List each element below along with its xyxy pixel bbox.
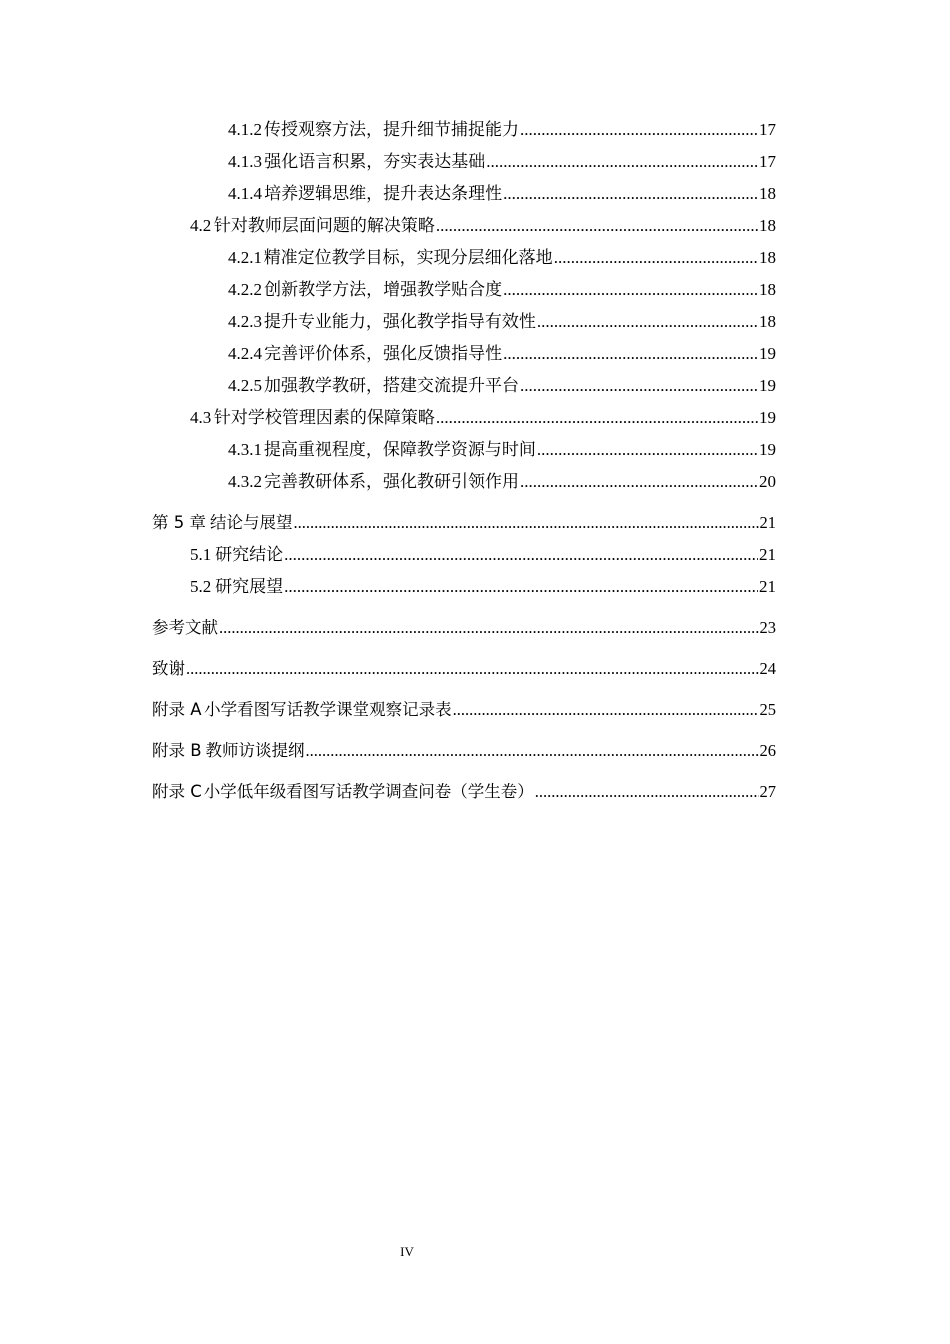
toc-entry-number: 4.1.2	[228, 120, 262, 139]
dot-leader	[520, 114, 758, 146]
toc-entry[interactable]	[152, 776, 776, 808]
toc-entry-title: 小学低年级看图写话教学调查问卷（学生卷）	[203, 782, 534, 801]
toc-entry[interactable]	[152, 242, 776, 274]
toc-entry[interactable]	[152, 306, 776, 338]
toc-entry[interactable]	[152, 539, 776, 571]
toc-entry[interactable]	[152, 434, 776, 466]
toc-entry-page: 21	[759, 577, 776, 596]
toc-entry-page: 24	[759, 659, 776, 678]
dot-leader	[486, 146, 758, 178]
toc-entry-title: 传授观察方法，提升细节捕捉能力	[263, 120, 519, 139]
table-of-contents	[152, 114, 776, 808]
toc-entry[interactable]	[152, 210, 776, 242]
toc-entry[interactable]	[152, 370, 776, 402]
toc-entry-page: 18	[759, 312, 776, 331]
toc-entry[interactable]	[152, 114, 776, 146]
toc-entry[interactable]	[152, 507, 776, 539]
toc-entry-number: 4.2	[190, 216, 212, 235]
dot-leader	[305, 735, 758, 767]
dot-leader	[436, 210, 758, 242]
toc-entry-page: 21	[759, 545, 776, 564]
dot-leader	[453, 694, 759, 726]
dot-leader	[520, 370, 758, 402]
toc-entry-page: 21	[759, 513, 776, 532]
toc-entry-page: 19	[759, 408, 776, 427]
toc-entry[interactable]	[152, 146, 776, 178]
toc-entry-number: 5.1	[190, 545, 212, 564]
toc-entry[interactable]	[152, 653, 776, 685]
toc-entry-number: 4.2.1	[228, 248, 262, 267]
toc-entry-number: 4.2.5	[228, 376, 262, 395]
toc-entry-page: 17	[759, 152, 776, 171]
toc-entry-title: 研究结论	[215, 545, 284, 564]
toc-entry-page: 19	[759, 344, 776, 363]
dot-leader	[535, 776, 759, 808]
dot-leader	[503, 338, 758, 370]
toc-entry[interactable]	[152, 338, 776, 370]
toc-entry-page: 17	[759, 120, 776, 139]
toc-entry-page: 20	[759, 472, 776, 491]
toc-entry-number: 4.2.2	[228, 280, 262, 299]
toc-entry-title: 完善评价体系，强化反馈指导性	[264, 344, 503, 363]
toc-entry[interactable]	[152, 612, 776, 644]
toc-entry-number: 附录 B	[152, 741, 202, 760]
toc-entry-number: 4.1.4	[228, 184, 262, 203]
toc-entry[interactable]	[152, 694, 776, 726]
toc-entry-number: 4.2.4	[228, 344, 262, 363]
dot-leader	[436, 402, 758, 434]
toc-entry-number: 第 5 章	[152, 513, 206, 532]
toc-entry-title: 针对教师层面问题的解决策略	[213, 216, 435, 235]
toc-entry-title: 强化语言积累，夯实表达基础	[264, 152, 486, 171]
toc-entry[interactable]	[152, 571, 776, 603]
toc-entry-title: 精准定位教学目标，实现分层细化落地	[263, 248, 553, 267]
dot-leader	[503, 274, 758, 306]
toc-entry-number: 4.3	[190, 408, 212, 427]
toc-entry-page: 19	[759, 376, 776, 395]
dot-leader	[219, 612, 759, 644]
dot-leader	[186, 653, 759, 685]
dot-leader	[537, 434, 758, 466]
toc-entry-title: 教师访谈提纲	[205, 741, 305, 760]
toc-entry-number: 附录 C	[152, 782, 202, 801]
toc-entry-title: 结论与展望	[209, 513, 293, 532]
toc-entry[interactable]	[152, 466, 776, 498]
dot-leader	[554, 242, 758, 274]
toc-entry-number: 附录 A	[152, 700, 202, 719]
toc-entry-number: 4.1.3	[228, 152, 262, 171]
toc-entry-title: 提升专业能力，强化教学指导有效性	[263, 312, 536, 331]
toc-entry-page: 18	[759, 248, 776, 267]
toc-entry-title: 完善教研体系，强化教研引领作用	[263, 472, 519, 491]
toc-entry-title: 针对学校管理因素的保障策略	[213, 408, 435, 427]
toc-entry[interactable]	[152, 178, 776, 210]
toc-entry[interactable]	[152, 274, 776, 306]
toc-entry-title: 参考文献	[152, 618, 218, 637]
toc-entry-page: 25	[759, 700, 776, 719]
toc-entry-number: 4.3.2	[228, 472, 262, 491]
dot-leader	[503, 178, 758, 210]
toc-entry[interactable]	[152, 402, 776, 434]
toc-entry-title: 致谢	[152, 659, 185, 678]
toc-entry-page: 27	[759, 782, 776, 801]
toc-entry-number: 4.3.1	[228, 440, 262, 459]
toc-entry-page: 26	[759, 741, 776, 760]
dot-leader	[520, 466, 758, 498]
dot-leader	[284, 571, 758, 603]
dot-leader	[537, 306, 758, 338]
toc-entry-page: 18	[759, 184, 776, 203]
toc-entry-title: 创新教学方法，增强教学贴合度	[264, 280, 503, 299]
toc-entry-page: 23	[759, 618, 776, 637]
dot-leader	[293, 507, 758, 539]
toc-entry-title: 小学看图写话教学课堂观察记录表	[204, 700, 452, 719]
toc-entry-page: 18	[759, 216, 776, 235]
toc-entry-page: 19	[759, 440, 776, 459]
toc-entry-number: 4.2.3	[228, 312, 262, 331]
toc-entry-title: 培养逻辑思维，提升表达条理性	[264, 184, 503, 203]
toc-entry-title: 加强教学教研，搭建交流提升平台	[263, 376, 519, 395]
dot-leader	[284, 539, 758, 571]
page-number-footer: IV	[400, 1244, 414, 1259]
toc-entry[interactable]	[152, 735, 776, 767]
toc-entry-number: 5.2	[190, 577, 212, 596]
toc-entry-title: 研究展望	[215, 577, 284, 596]
toc-entry-page: 18	[759, 280, 776, 299]
toc-entry-title: 提高重视程度，保障教学资源与时间	[263, 440, 536, 459]
